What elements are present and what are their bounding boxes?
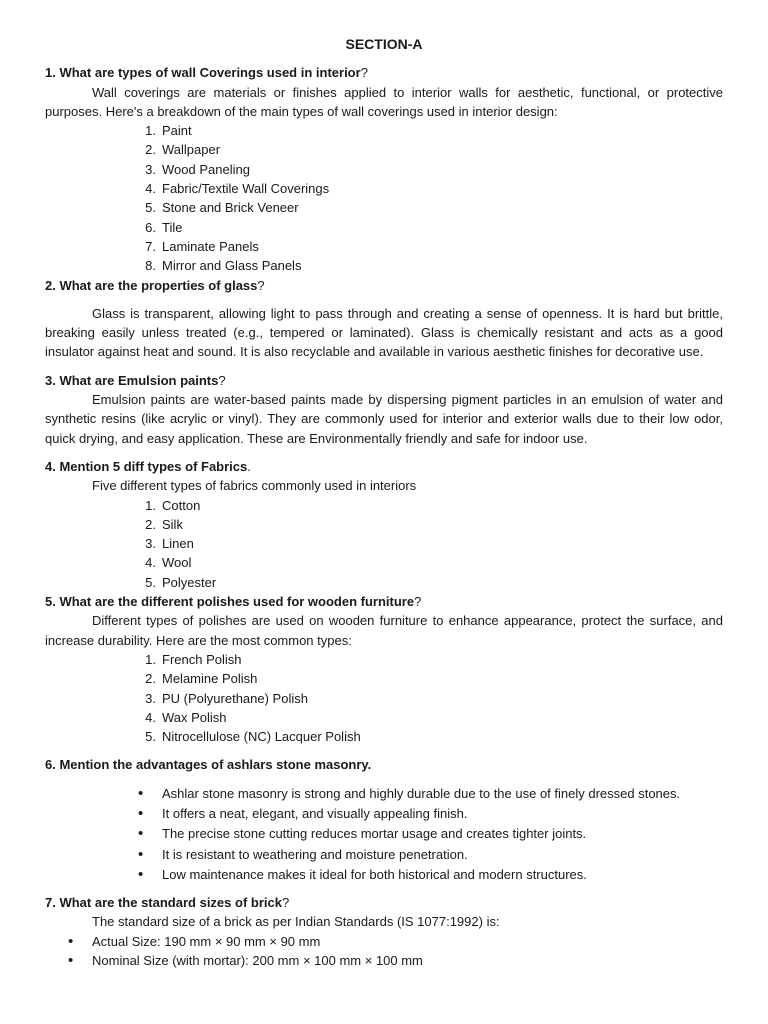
question-4 bbox=[45, 457, 723, 476]
question-2-mark: ? bbox=[257, 277, 265, 293]
question-6-text: 6. Mention the advantages of ashlars stone masonry. bbox=[45, 757, 372, 773]
question-2 bbox=[45, 276, 723, 295]
list-item: 4. Wax Polish bbox=[145, 709, 227, 725]
document-page bbox=[45, 35, 723, 970]
list-item: 4. Wool bbox=[145, 555, 192, 571]
question-5 bbox=[45, 592, 723, 611]
list-item: 3. Linen bbox=[145, 536, 194, 552]
list-item: 5. Nitrocellulose (NC) Lacquer Polish bbox=[145, 729, 361, 745]
list-item: 8. Mirror and Glass Panels bbox=[145, 258, 302, 274]
question-1-mark: ? bbox=[360, 65, 368, 81]
question-3-text: 3. What are Emulsion paints bbox=[45, 372, 219, 388]
list-item: • It offers a neat, elegant, and visually appealing finish. bbox=[138, 804, 723, 824]
answer-1: Wall coverings are materials or finishes applied to interior walls for aesthetic, functional, or protective purposes. Here's a breakdown of the main types of wall coverings used in interior design: bbox=[45, 84, 723, 119]
answer-7: The standard size of a brick as per Indian Standards (IS 1077:1992) is: bbox=[92, 914, 500, 930]
list-item: 2. Melamine Polish bbox=[145, 671, 258, 687]
list-item: 3. PU (Polyurethane) Polish bbox=[145, 690, 308, 706]
list-item: 4. Fabric/Textile Wall Coverings bbox=[145, 181, 330, 197]
answer-4: Five different types of fabrics commonly used in interiors bbox=[92, 478, 417, 494]
list-item: 5. Stone and Brick Veneer bbox=[145, 200, 299, 216]
question-7-text: 7. What are the standard sizes of brick bbox=[45, 895, 282, 911]
list-item: 2. Silk bbox=[145, 516, 183, 532]
list-item: 1. Cotton bbox=[145, 497, 201, 513]
question-2-text: 2. What are the properties of glass bbox=[45, 277, 258, 293]
ashlar-advantages-list bbox=[45, 784, 723, 885]
question-1 bbox=[45, 63, 723, 82]
answer-5: Different types of polishes are used on wooden furniture to enhance appearance, protect the surface, and increase durability. Here are the most common types: bbox=[45, 613, 723, 648]
list-item: 1. French Polish bbox=[145, 651, 242, 667]
list-item: • It is resistant to weathering and moisture penetration. bbox=[138, 845, 723, 865]
brick-sizes-list bbox=[45, 932, 723, 971]
list-item: 6. Tile bbox=[145, 219, 183, 235]
question-7 bbox=[45, 893, 723, 912]
answer-2: Glass is transparent, allowing light to pass through and creating a sense of openness. It is hard but brittle, breaking easily unless treated (e.g., tempered or laminated). Glass is chemically resistant and acts as a good insulator against heat and sound. It is also recyclable and available in various aesthetic finishes for decorative use. bbox=[45, 305, 723, 360]
list-item: 3. Wood Paneling bbox=[145, 161, 250, 177]
list-item: • Ashlar stone masonry is strong and highly durable due to the use of finely dressed stones. bbox=[138, 784, 723, 804]
fabrics-list bbox=[45, 496, 723, 592]
polishes-list bbox=[45, 650, 723, 746]
wall-coverings-list bbox=[45, 121, 723, 275]
question-3-mark: ? bbox=[218, 372, 226, 388]
question-1-text: 1. What are types of wall Coverings used in interior bbox=[45, 65, 361, 81]
list-item: 5. Polyester bbox=[145, 574, 217, 590]
question-5-text: 5. What are the different polishes used for wooden furniture bbox=[45, 594, 415, 610]
question-4-text: 4. Mention 5 diff types of Fabrics bbox=[45, 458, 248, 474]
list-item: 2. Wallpaper bbox=[145, 142, 221, 158]
section-title: SECTION-A bbox=[345, 36, 423, 52]
question-7-mark: ? bbox=[281, 895, 290, 911]
question-4-mark: . bbox=[247, 458, 251, 474]
question-5-mark: ? bbox=[414, 594, 422, 610]
question-3 bbox=[45, 371, 723, 390]
question-6 bbox=[45, 755, 723, 774]
list-item: • Actual Size: 190 mm × 90 mm × 90 mm bbox=[92, 932, 723, 951]
list-item: 1. Paint bbox=[145, 123, 192, 139]
list-item: 7. Laminate Panels bbox=[145, 238, 259, 254]
list-item: • The precise stone cutting reduces mortar usage and creates tighter joints. bbox=[138, 824, 723, 844]
list-item: • Low maintenance makes it ideal for both historical and modern structures. bbox=[138, 865, 723, 885]
list-item: • Nominal Size (with mortar): 200 mm × 100 mm × 100 mm bbox=[92, 951, 723, 970]
answer-3: Emulsion paints are water-based paints made by dispersing pigment particles in an emulsion of water and synthetic resins (like acrylic or vinyl). They are commonly used for interior and exterior walls due to their low odor, quick drying, and easy application. These are Environmentally friendly and safe for indoor use. bbox=[45, 392, 723, 446]
